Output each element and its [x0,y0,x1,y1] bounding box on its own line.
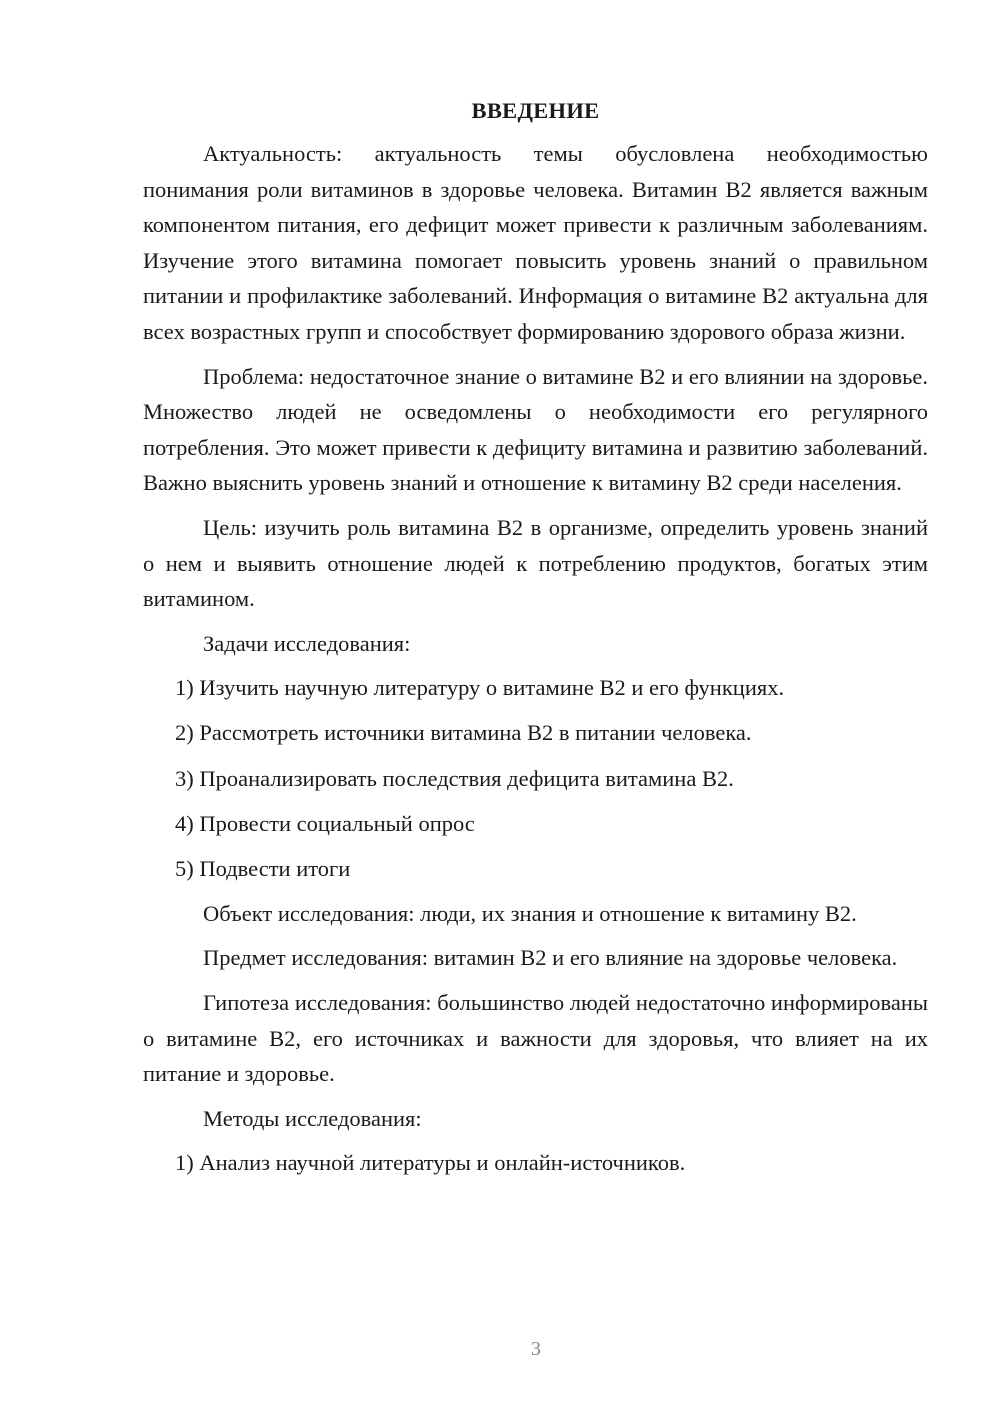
task-item-2: 2) Рассмотреть источники витамина В2 в питании человека. [175,720,752,746]
page-number: 3 [531,1338,541,1360]
task-item-5: 5) Подвести итоги [175,855,351,881]
task-item-4: 4) Провести социальный опрос [175,810,475,836]
task-item-3: 3) Проанализировать последствия дефицита витамина В2. [175,765,734,791]
goal-paragraph: Цель: изучить роль витамина В2 в организме, определить уровень знаний о нем и выявить отношение людей к потреблению продуктов, богатых этим витамином. [143,514,928,612]
hypothesis-paragraph: Гипотеза исследования: большинство людей недостаточно информированы о витамине В2, его источниках и важности для здоровья, что влияет на их питание и здоровье. [143,989,928,1087]
tasks-heading: Задачи исследования: [203,630,411,656]
subject-paragraph: Предмет исследования: витамин В2 и его влияние на здоровье человека. [203,945,898,971]
method-item-1: 1) Анализ научной литературы и онлайн-источников. [175,1150,686,1176]
object-paragraph: Объект исследования: люди, их знания и отношение к витамину В2. [203,900,857,926]
problem-paragraph: Проблема: недостаточное знание о витамине В2 и его влиянии на здоровье. Множество людей не осведомлены о необходимости его регулярного потребления. Это может привести к дефициту витамина и развитию заболеваний. Важно выяснить уровень знаний и отношение к витамину В2 среди населения. [143,363,928,496]
section-title: ВВЕДЕНИЕ [471,98,600,123]
page-content [143,96,928,1190]
actuality-paragraph: Актуальность: актуальность темы обусловлена необходимостью понимания роли витаминов в здоровье человека. Витамин В2 является важным компонентом питания, его дефицит может привести к различным заболеваниям. Изучение этого витамина помогает повысить уровень знаний о правильном питании и профилактике заболеваний. Информация о витамине В2 актуальна для всех возрастных групп и способствует формированию здорового образа жизни. [143,141,928,344]
methods-heading: Методы исследования: [203,1105,422,1131]
task-item-1: 1) Изучить научную литературу о витамине В2 и его функциях. [175,675,785,701]
